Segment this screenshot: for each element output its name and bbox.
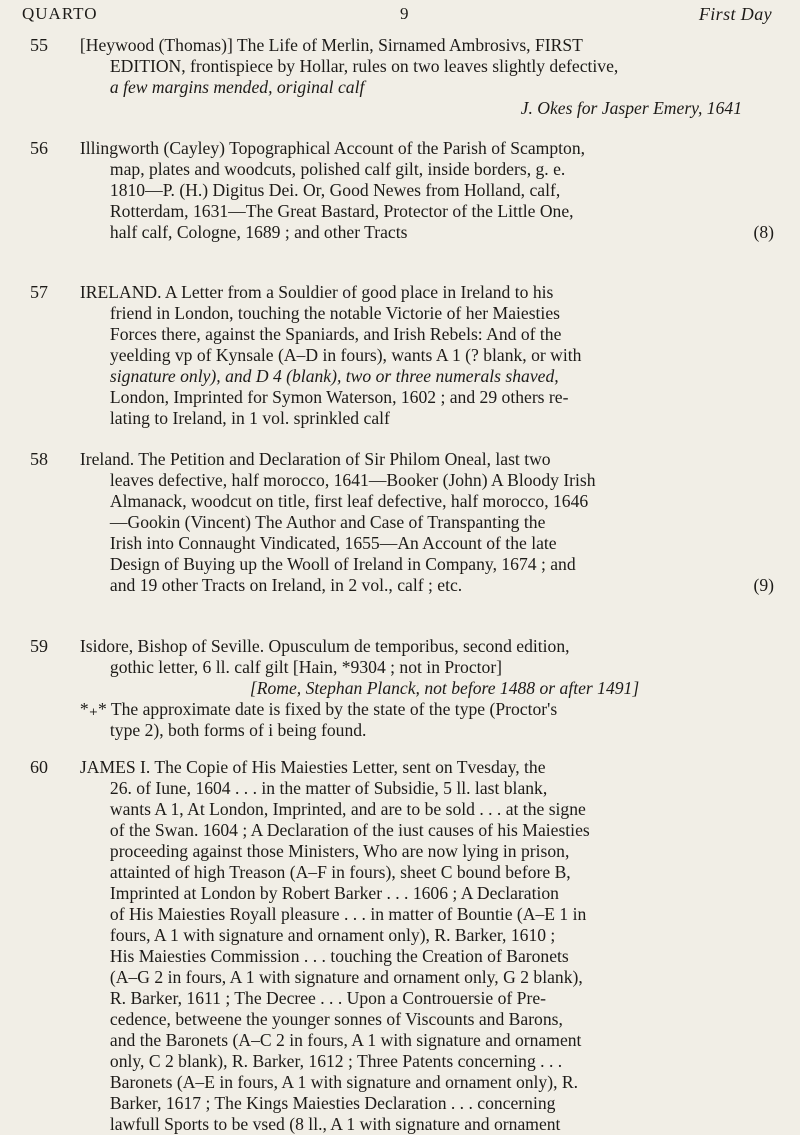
entry-line: cedence, betweene the younger sonnes of Viscounts and Barons, — [109, 1009, 563, 1029]
entry-line: Barker, 1617 ; The Kings Maiesties Declaration . . . concerning — [109, 1093, 556, 1113]
entry-line: London, Imprinted for Symon Waterson, 1602 ; and 29 others re- — [109, 387, 569, 407]
entry-line: His Maiesties Commission . . . touching the Creation of Baronets — [109, 946, 569, 966]
entry-line: attainted of high Treason (A–F in fours), sheet C bound before B, — [109, 862, 571, 882]
entry-line: Isidore, Bishop of Seville. Opusculum de temporibus, second edition, — [79, 636, 570, 656]
entry-line: only, C 2 blank), R. Barker, 1612 ; Three Patents concerning . . . — [109, 1051, 563, 1071]
entry-line: Forces there, against the Spaniards, and Irish Rebels: And of the — [109, 324, 562, 344]
lot-number: 58 — [30, 449, 48, 469]
header-day: First Day — [698, 4, 772, 24]
entry-line — [80, 575, 774, 596]
entry-line — [80, 222, 774, 243]
lot-number: 57 — [30, 282, 48, 302]
lot-description — [80, 757, 774, 1135]
entry-line: [Rome, Stephan Planck, not before 1488 or after 1491] — [249, 678, 640, 698]
entry-line: friend in London, touching the notable Victorie of her Maiesties — [109, 303, 560, 323]
entry-line: [Heywood (Thomas)] The Life of Merlin, Sirnamed Ambrosivs, FIRST — [79, 35, 583, 55]
entry-line: (A–G 2 in fours, A 1 with signature and ornament only, G 2 blank), — [109, 967, 583, 987]
entry-line: a few margins mended, original calf — [109, 77, 365, 97]
lot-description — [80, 35, 774, 119]
footnote-line: *₊* The approximate date is fixed by the state of the type (Proctor's — [79, 699, 558, 719]
lot-count: (9) — [753, 575, 774, 595]
entry-line: R. Barker, 1611 ; The Decree . . . Upon a Controuersie of Pre- — [109, 988, 546, 1008]
lot-number: 56 — [30, 138, 48, 158]
entry-line: 1810—P. (H.) Digitus Dei. Or, Good Newes from Holland, calf, — [109, 180, 561, 200]
entry-line: signature only), and D 4 (blank), two or three numerals shaved, — [109, 366, 559, 386]
lot-number: 59 — [30, 636, 48, 656]
lot-description — [80, 449, 774, 596]
entry-line: Design of Buying up the Wooll of Ireland in Company, 1674 ; and — [109, 554, 576, 574]
entry-line: leaves defective, half morocco, 1641—Booker (John) A Bloody Irish — [109, 470, 596, 490]
running-header — [22, 4, 772, 30]
entry-line-text: half calf, Cologne, 1689 ; and other Tracts — [109, 222, 408, 242]
footnote-line: type 2), both forms of i being found. — [109, 720, 367, 740]
entry-line: wants A 1, At London, Imprinted, and are to be sold . . . at the signe — [109, 799, 586, 819]
entry-line: lawfull Sports to be vsed (8 ll., A 1 with signature and ornament — [109, 1114, 561, 1134]
lot-number: 60 — [30, 757, 48, 777]
entry-line: Illingworth (Cayley) Topographical Account of the Parish of Scampton, — [79, 138, 586, 158]
lot-number: 55 — [30, 35, 48, 55]
lot-count: (8) — [753, 222, 774, 242]
lot-description — [80, 282, 774, 429]
entry-line: Imprinted at London by Robert Barker . . . 1606 ; A Declaration — [109, 883, 559, 903]
header-section: QUARTO — [22, 4, 98, 23]
entry-line: Almanack, woodcut on title, first leaf defective, half morocco, 1646 — [109, 491, 589, 511]
entry-line: JAMES I. The Copie of His Maiesties Letter, sent on Tvesday, the — [79, 757, 546, 777]
entry-line: —Gookin (Vincent) The Author and Case of Transpanting the — [109, 512, 546, 532]
entry-line: map, plates and woodcuts, polished calf gilt, inside borders, g. e. — [109, 159, 566, 179]
header-page-number: 9 — [400, 4, 409, 23]
lot-description — [80, 636, 774, 741]
entry-line: gothic letter, 6 ll. calf gilt [Hain, *9304 ; not in Proctor] — [109, 657, 503, 677]
entry-line: yeelding vp of Kynsale (A–D in fours), wants A 1 (? blank, or with — [109, 345, 582, 365]
entry-line: Rotterdam, 1631—The Great Bastard, Protector of the Little One, — [109, 201, 574, 221]
entry-line: EDITION, frontispiece by Hollar, rules on two leaves slightly defective, — [109, 56, 619, 76]
entry-line: fours, A 1 with signature and ornament only), R. Barker, 1610 ; — [109, 925, 556, 945]
entry-line: Irish into Connaught Vindicated, 1655—An Account of the late — [109, 533, 557, 553]
entry-line: 26. of Iune, 1604 . . . in the matter of Subsidie, 5 ll. last blank, — [109, 778, 548, 798]
entry-line: and the Baronets (A–C 2 in fours, A 1 with signature and ornament — [109, 1030, 582, 1050]
entry-line: of the Swan. 1604 ; A Declaration of the iust causes of his Maiesties — [109, 820, 590, 840]
imprint-line: J. Okes for Jasper Emery, 1641 — [520, 98, 742, 118]
entry-line: lating to Ireland, in 1 vol. sprinkled calf — [109, 408, 390, 428]
entry-line: IRELAND. A Letter from a Souldier of good place in Ireland to his — [79, 282, 554, 302]
entry-line: Ireland. The Petition and Declaration of Sir Philom Oneal, last two — [79, 449, 551, 469]
entry-line: of His Maiesties Royall pleasure . . . in matter of Bountie (A–E 1 in — [109, 904, 587, 924]
entry-line: proceeding against those Ministers, Who are now lying in prison, — [109, 841, 570, 861]
entry-line-text: and 19 other Tracts on Ireland, in 2 vol., calf ; etc. — [109, 575, 463, 595]
entry-line: Baronets (A–E in fours, A 1 with signature and ornament only), R. — [109, 1072, 579, 1092]
lot-description — [80, 138, 774, 243]
